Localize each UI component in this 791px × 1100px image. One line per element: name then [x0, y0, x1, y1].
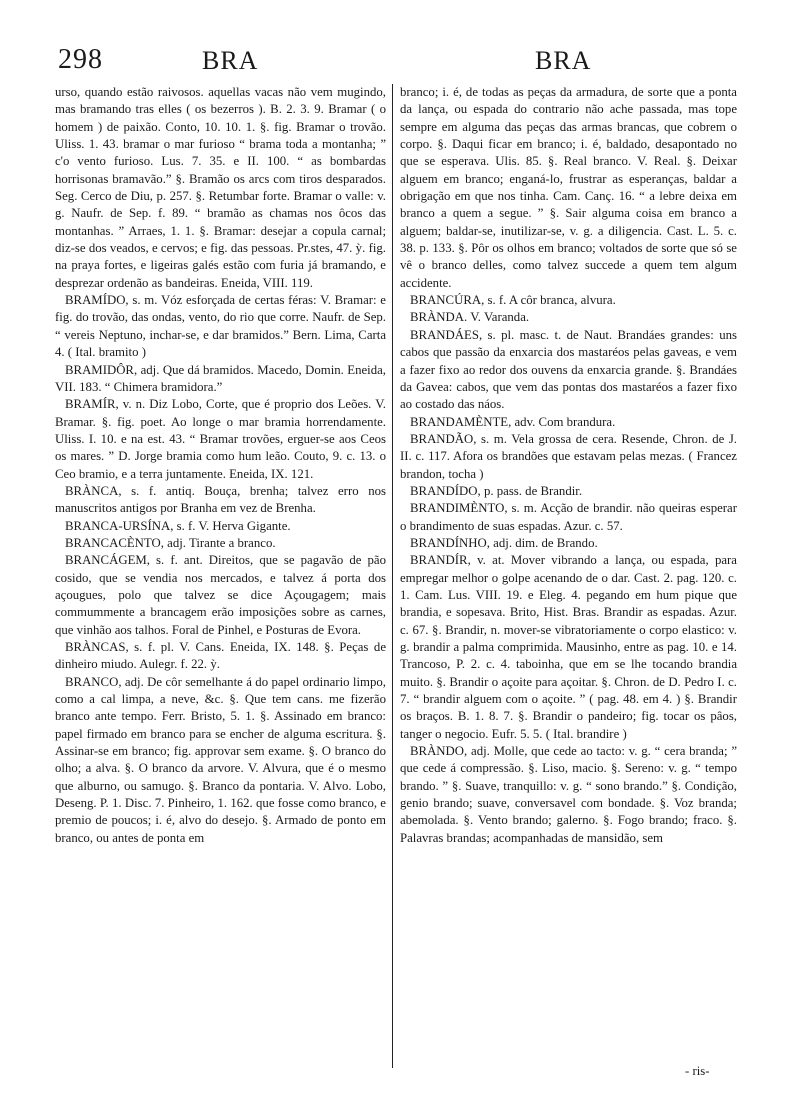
entry-brancacento: BRANCACÈNTO, adj. Tirante a branco. [65, 535, 276, 550]
left-column [55, 84, 386, 847]
entry-branca-ursina: BRANCA-URSÍNA, s. f. V. Herva Gigante. [65, 518, 291, 533]
entry-bramir: BRAMÍR, v. n. Diz Lobo, Corte, que é proprio dos Leões. V. Bramar. §. fig. poet. Ao longe o mar bramia horrendamente. Uliss. I. 10. e na est. 43. “ Bramar trovões, erguer-se aos Ceos os mares. ” D. Jorge bramia como hum leão. Couto, 9. c. 13. o Ceo bramio, e a terra juntamente. Eneida, IX. 121. [55, 397, 386, 481]
entry-branca: BRÀNCA, s. f. antiq. Bouça, brenha; talvez erro nos manuscritos antigos por Branha em vez de Brenha. [55, 483, 386, 516]
entry-continuation: urso, quando estão raivosos. aquellas vacas não vem mugindo, mas bramando tras elles ( os bezerros ). B. 2. 3. 9. Bramar ( o homem ) de paixão. Conto, 10. 10. 1. §. fig. Bramar o trovão. Uliss. 1. 43. bramar o mar furioso “ brama toda a montanha; ” c'o vento furioso. Lus. 7. 35. e II. 100. “ as bombardas horrisonas bramavão.” §. Bramão os arcs com tiros desparados. Seg. Cerco de Diu, p. 257. §. Retumbar forte. Bramar o valle: v. g. Naufr. de Sep. f. 89. “ bramão as chamas nos ôcos das montanhas. ” Arraes, 1. 1. §. Bramar: desejar a copula carnal; diz-se dos veados, e cervos; e fig. das pessoas. Pr.stes, 47. ỳ. fig. na praya fortes, e ligeiras galés estão com furia já bramando, e desprezar ordenão as bandeiras. Eneida, VIII. 119. [55, 85, 386, 290]
entry-brandinho: BRANDÍNHO, adj. dim. de Brando. [410, 535, 598, 550]
entry-brancura: BRANCÚRA, s. f. A côr branca, alvura. [410, 293, 616, 308]
entry-continuation: branco; i. é, de todas as peças da armadura, de sorte que a ponta da lança, ou espada do contrario não ache passada, mas tope sempre em alguma das peças das armas brancas, que cobrem o corpo. §. Daqui ficar em branco; i. é, baldado, desapontado no que se esperava. Ulis. 85. §. Real branco. V. Real. §. Deixar alguem em branco; enganá-lo, frustrar as esperanças, baldar a obrigação em que nos tinha. Cam. Canç. 16. “ a lebre deixa em branco a quem a segue. ” §. Sair alguma coisa em branco a alguem; baldar-se, inutilizar-se, v. g. a diligencia. Cast. L. 5. c. 38. p. 133. §. Pôr os olhos em branco; voltados de sorte que só se vê o branco delles, como talvez succede a quem tem algum accidente. [400, 85, 737, 290]
entry-brandimento: BRANDIMÈNTO, s. m. Acção de brandir. não queiras esperar o brandimento de suas espadas. Azur. c. 57. [400, 501, 737, 533]
entry-branda: BRÀNDA. V. Varanda. [410, 310, 530, 325]
right-column [400, 84, 737, 847]
entry-brandao: BRANDÃO, s. m. Vela grossa de cera. Resende, Chron. de J. II. c. 117. Afora os brandões que estavam pelas mezas. ( Francez brandon, tocha ) [400, 431, 737, 481]
entry-bramido: BRAMÍDO, s. m. Vóz esforçada de certas féras: V. Bramar: e fig. do trovão, das ondas, vento, do rio que corre. Naufr. de Sep. “ vereis Neptuno, inchar-se, e dar bramidos.” Bern. Lima, Carta 4. ( Ital. bramito ) [55, 293, 386, 360]
header-right: BRA [535, 46, 592, 75]
column-divider [392, 84, 393, 1068]
entry-brandido: BRANDÍDO, p. pass. de Brandir. [410, 483, 583, 498]
entry-brancagem: BRANCÁGEM, s. f. ant. Direitos, que se pagavão de pão cosido, que se vendia nos mercados, e talvez á porta dos açougues, polo que talvez se dice Açougagem; mais commummente a brancagem erão imposições sobre as carnes, que vinhão aos talhos. Foral de Pinhel, e Posturas de Evora. [55, 553, 386, 637]
entry-brandaes: BRANDÁES, s. pl. masc. t. de Naut. Brandáes grandes: uns cabos que passão da enxarcia dos mastaréos pelas gaveas, e vem a fazer fixo ao redor dos ouvens da enxarcia grande. §. Brandáes da Gavea: cabos, que vem das pontas dos mastaréos a fazer fixo ao costado das náos. [400, 327, 737, 412]
entry-brando: BRÀNDO, adj. Molle, que cede ao tacto: v. g. “ cera branda; ” que cede á compressão. §. Liso, macio. §. Sereno: v. g. “ tempo brando. ” §. Suave, tranquillo: v. g. “ sono brando.” §. Condição, genio brando; suave, conversavel com bondade. §. Voz branda; abemolada. §. Vento brando; galerno. §. Fogo brando; fraco. §. Palavras brandas; acompanhadas de mansidão, sem [400, 744, 737, 845]
entry-branco: BRANCO, adj. De côr semelhante á do papel ordinario limpo, como a cal limpa, a neve, &c. §. Que tem cans. me fizerão branco ante tempo. Ferr. Bristo, 5. 1. §. Assinado em branco: papel firmado em branco para se encher de alguma escritura. §. Assinar-se em branco; fig. approvar sem exame. §. O branco do olho; a alva. §. O branco da arvore. V. Alvura, que é o mesmo que alburno, ou samugo. §. Branco da pontaria. V. Alvo. Lobo, Deseng. P. 1. Disc. 7. Pinheiro, 1. 162. que fosse como branco, e premio de poucos; i. é, alvo do desejo. §. Armado de ponto em branco, ou antes de ponta em [55, 674, 386, 845]
entry-brancas: BRÀNCAS, s. f. pl. V. Cans. Eneida, IX. 148. §. Peças de dinheiro miudo. Aulegr. f. 22. ỳ. [55, 640, 386, 672]
page-header [0, 44, 791, 84]
entry-brandir: BRANDÍR, v. at. Mover vibrando a lança, ou espada, para empregar melhor o golpe acenando de o dar. Cast. 2. pag. 120. c. 1. Cam. Lus. VIII. 19. e Eleg. 4. pegando em hum pique que brandia, e sopesava. Brito, Hist. Bras. Brandir as espadas. Azur. c. 67. §. Brandir, n. mover-se vibratoriamente o corpo elastico: v. g. brandir a palma comprimida. Mausinho, entre as pag. 10. e 14. Trancoso, P. 2. c. 4. taboinha, que em se lhe tocando brandia muito. §. Brandir o açoite para açoitar. §. Chron. de D. Pedro I. c. 7. “ brandir alguem com o açoite. ” ( pag. 48. em 4. ) §. Brandir os braços. B. 1. 8. 7. §. Brandir o pandeiro; fig. tocar os pâos, tanger o negocio. Eufr. 5. 5. ( Ital. brandire ) [400, 553, 737, 741]
header-left: BRA [202, 46, 259, 75]
entry-bramidor: BRAMIDÔR, adj. Que dá bramidos. Macedo, Domin. Eneida, VII. 183. “ Chimera bramidora.” [55, 362, 386, 394]
catchword: - ris- [685, 1064, 710, 1078]
entry-brandamente: BRANDAMÈNTE, adv. Com brandura. [410, 414, 616, 429]
page-number: 298 [58, 44, 103, 75]
